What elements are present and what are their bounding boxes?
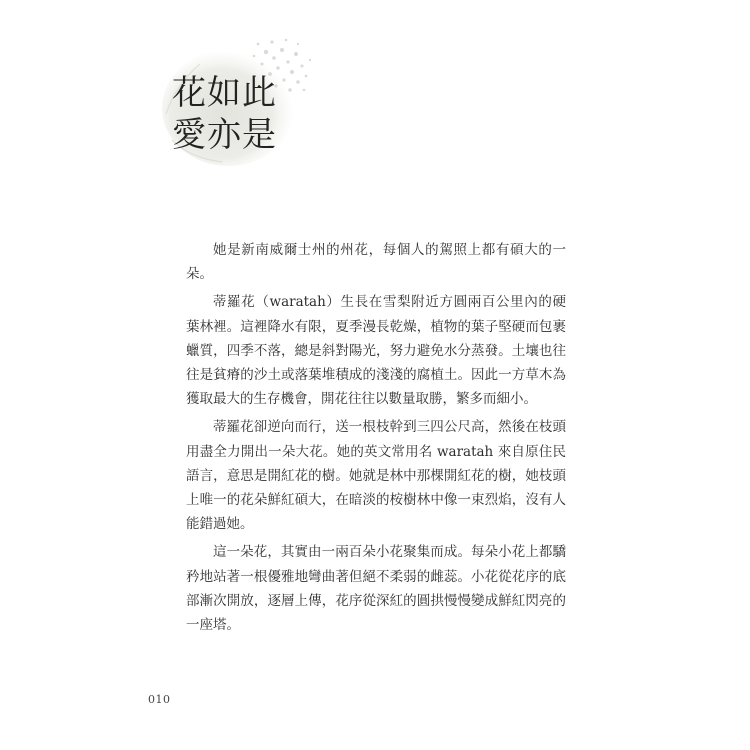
chapter-title-line-1: 花如此 bbox=[172, 73, 277, 113]
chapter-title bbox=[172, 72, 277, 156]
paragraph-2: 蒂羅花（waratah）生長在雪梨附近方圓兩百公里內的硬葉林裡。這裡降水有限，夏季漫長乾燥，植物的葉子堅硬而包裹蠟質，四季不落，總是斜對陽光，努力避免水分蒸發。土壤也往往是貧瘠的沙土或落葉堆積成的淺淺的腐植土。因此一方草木為獲取最大的生存機會，開花往往以數量取勝，繁多而細小。 bbox=[186, 294, 566, 408]
paragraph-4: 這一朵花，其實由一兩百朵小花聚集而成。每朵小花上都驕矜地站著一根優雅地彎曲著但絕不柔弱的雌蕊。小花從花序的底部漸次開放，逐層上傳，花序從深紅的圓拱慢慢變成鮮紅閃亮的一座塔。 bbox=[186, 544, 566, 634]
paragraph-1: 她是新南威爾士州的州花，每個人的駕照上都有碩大的一朵。 bbox=[186, 242, 566, 283]
page-number: 010 bbox=[148, 693, 171, 706]
chapter-title-line-2: 愛亦是 bbox=[172, 115, 277, 155]
body-text bbox=[186, 238, 566, 641]
paragraph-3: 蒂羅花卻逆向而行，送一根枝幹到三四公尺高，然後在枝頭用盡全力開出一朵大花。她的英文常用名 waratah 來自原住民語言，意思是開紅花的樹。她就是林中那棵開紅花的樹，她枝頭上唯一的花朵鮮紅碩大，在暗淡的桉樹林中像一束烈焰，沒有人能錯過她。 bbox=[186, 419, 566, 533]
